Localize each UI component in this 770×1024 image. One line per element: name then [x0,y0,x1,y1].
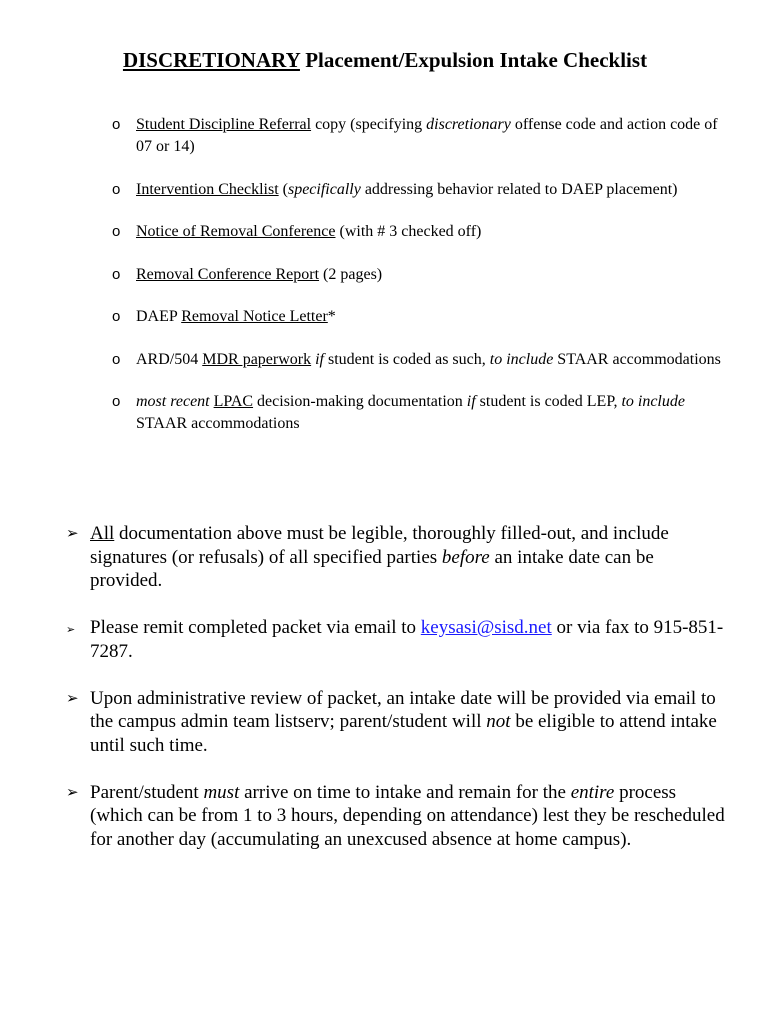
note-text: an intake date can be provided. [90,546,654,591]
page-title [0,48,770,73]
checklist-item-lpac [110,391,730,435]
checklist-item-removal-conference-report [110,264,730,286]
item-text: student is coded LEP, [475,393,622,410]
item-emphasis: if [315,350,324,368]
item-text: ( [278,180,288,198]
bullet-icon: o [112,393,121,410]
title-text: Placement/Expulsion Intake Checklist [299,48,648,72]
checklist-item-referral [110,114,730,158]
bullet-icon: o [112,180,121,198]
item-text: ARD/504 [136,350,203,368]
note-emphasis: not [486,711,511,732]
title-emphasis: DISCRETIONARY [122,48,300,72]
document-name: Notice of Removal Conference [136,223,336,240]
checklist-item-removal-notice-letter [110,306,730,328]
document-checklist [110,114,730,456]
note-text: Please remit completed packet via email to [90,617,421,638]
note-text: process (which can be from 1 to 3 hours, depending on attendance) lest they be rescheduled for another day (accumulating an unexcused absence at home campus). [90,781,725,850]
note-attendance [66,781,730,852]
document-name: Removal Notice Letter [181,308,328,325]
note-emphasis: before [441,546,490,568]
document-name: Student Discipline Referral [136,116,312,133]
note-text: or via fax to 915-851-7287. [90,617,724,662]
bullet-icon: o [112,116,121,133]
bullet-icon: o [112,265,121,283]
note-text: Upon administrative review of packet, an intake date will be provided via email to the campus admin team listserv; parent/student will [90,687,716,732]
note-review [66,687,730,758]
document-name: LPAC [213,393,254,410]
item-text: copy (specifying [311,116,427,133]
bullet-icon: o [112,350,121,368]
arrow-bullet-icon: ➢ [66,623,76,636]
bullet-icon: o [112,223,121,240]
instructions-list [66,522,730,875]
document-name: MDR paperwork [202,350,312,368]
bullet-icon: o [112,308,121,325]
item-text: STAAR accommodations [136,415,300,432]
document-name: Intervention Checklist [136,180,279,198]
note-text: documentation above must be legible, thoroughly filled-out, and include signatures (or refusals) of all specified parties [90,523,669,568]
arrow-bullet-icon: ➢ [66,524,79,542]
checklist-item-mdr-paperwork [110,349,730,371]
note-text: arrive on time to intake and remain for the [239,781,571,803]
arrow-bullet-icon: ➢ [66,688,79,707]
item-text: DAEP [136,308,182,325]
note-submission [66,616,730,663]
item-text: * [327,308,336,325]
checklist-item-intervention [110,179,730,201]
item-text: offense code and action code of 07 or 14) [136,116,718,155]
item-text: (with # 3 checked off) [335,223,482,240]
item-text: (2 pages) [319,265,383,283]
item-text: STAAR accommodations [553,350,721,368]
note-legibility [66,522,730,593]
note-emphasis: entire [570,781,615,803]
checklist-item-removal-conference-notice [110,221,730,243]
item-emphasis: if [466,393,476,410]
item-emphasis: to include [489,350,554,368]
item-text: student is coded as such, [324,350,490,368]
item-emphasis: discretionary [426,116,511,133]
item-emphasis: specifically [287,180,361,198]
item-text: decision-making documentation [253,393,467,410]
note-text: Parent/student [90,781,204,803]
item-emphasis: most recent [136,393,210,410]
note-emphasis: must [203,781,240,803]
note-emphasis: All [90,523,115,544]
item-text: addressing behavior related to DAEP placement) [360,180,678,198]
document-name: Removal Conference Report [136,265,320,283]
note-text: be eligible to attend intake until such time. [90,711,717,756]
arrow-bullet-icon: ➢ [66,782,79,801]
email-link[interactable]: keysasi@sisd.net [420,617,552,638]
item-emphasis: to include [621,393,685,410]
